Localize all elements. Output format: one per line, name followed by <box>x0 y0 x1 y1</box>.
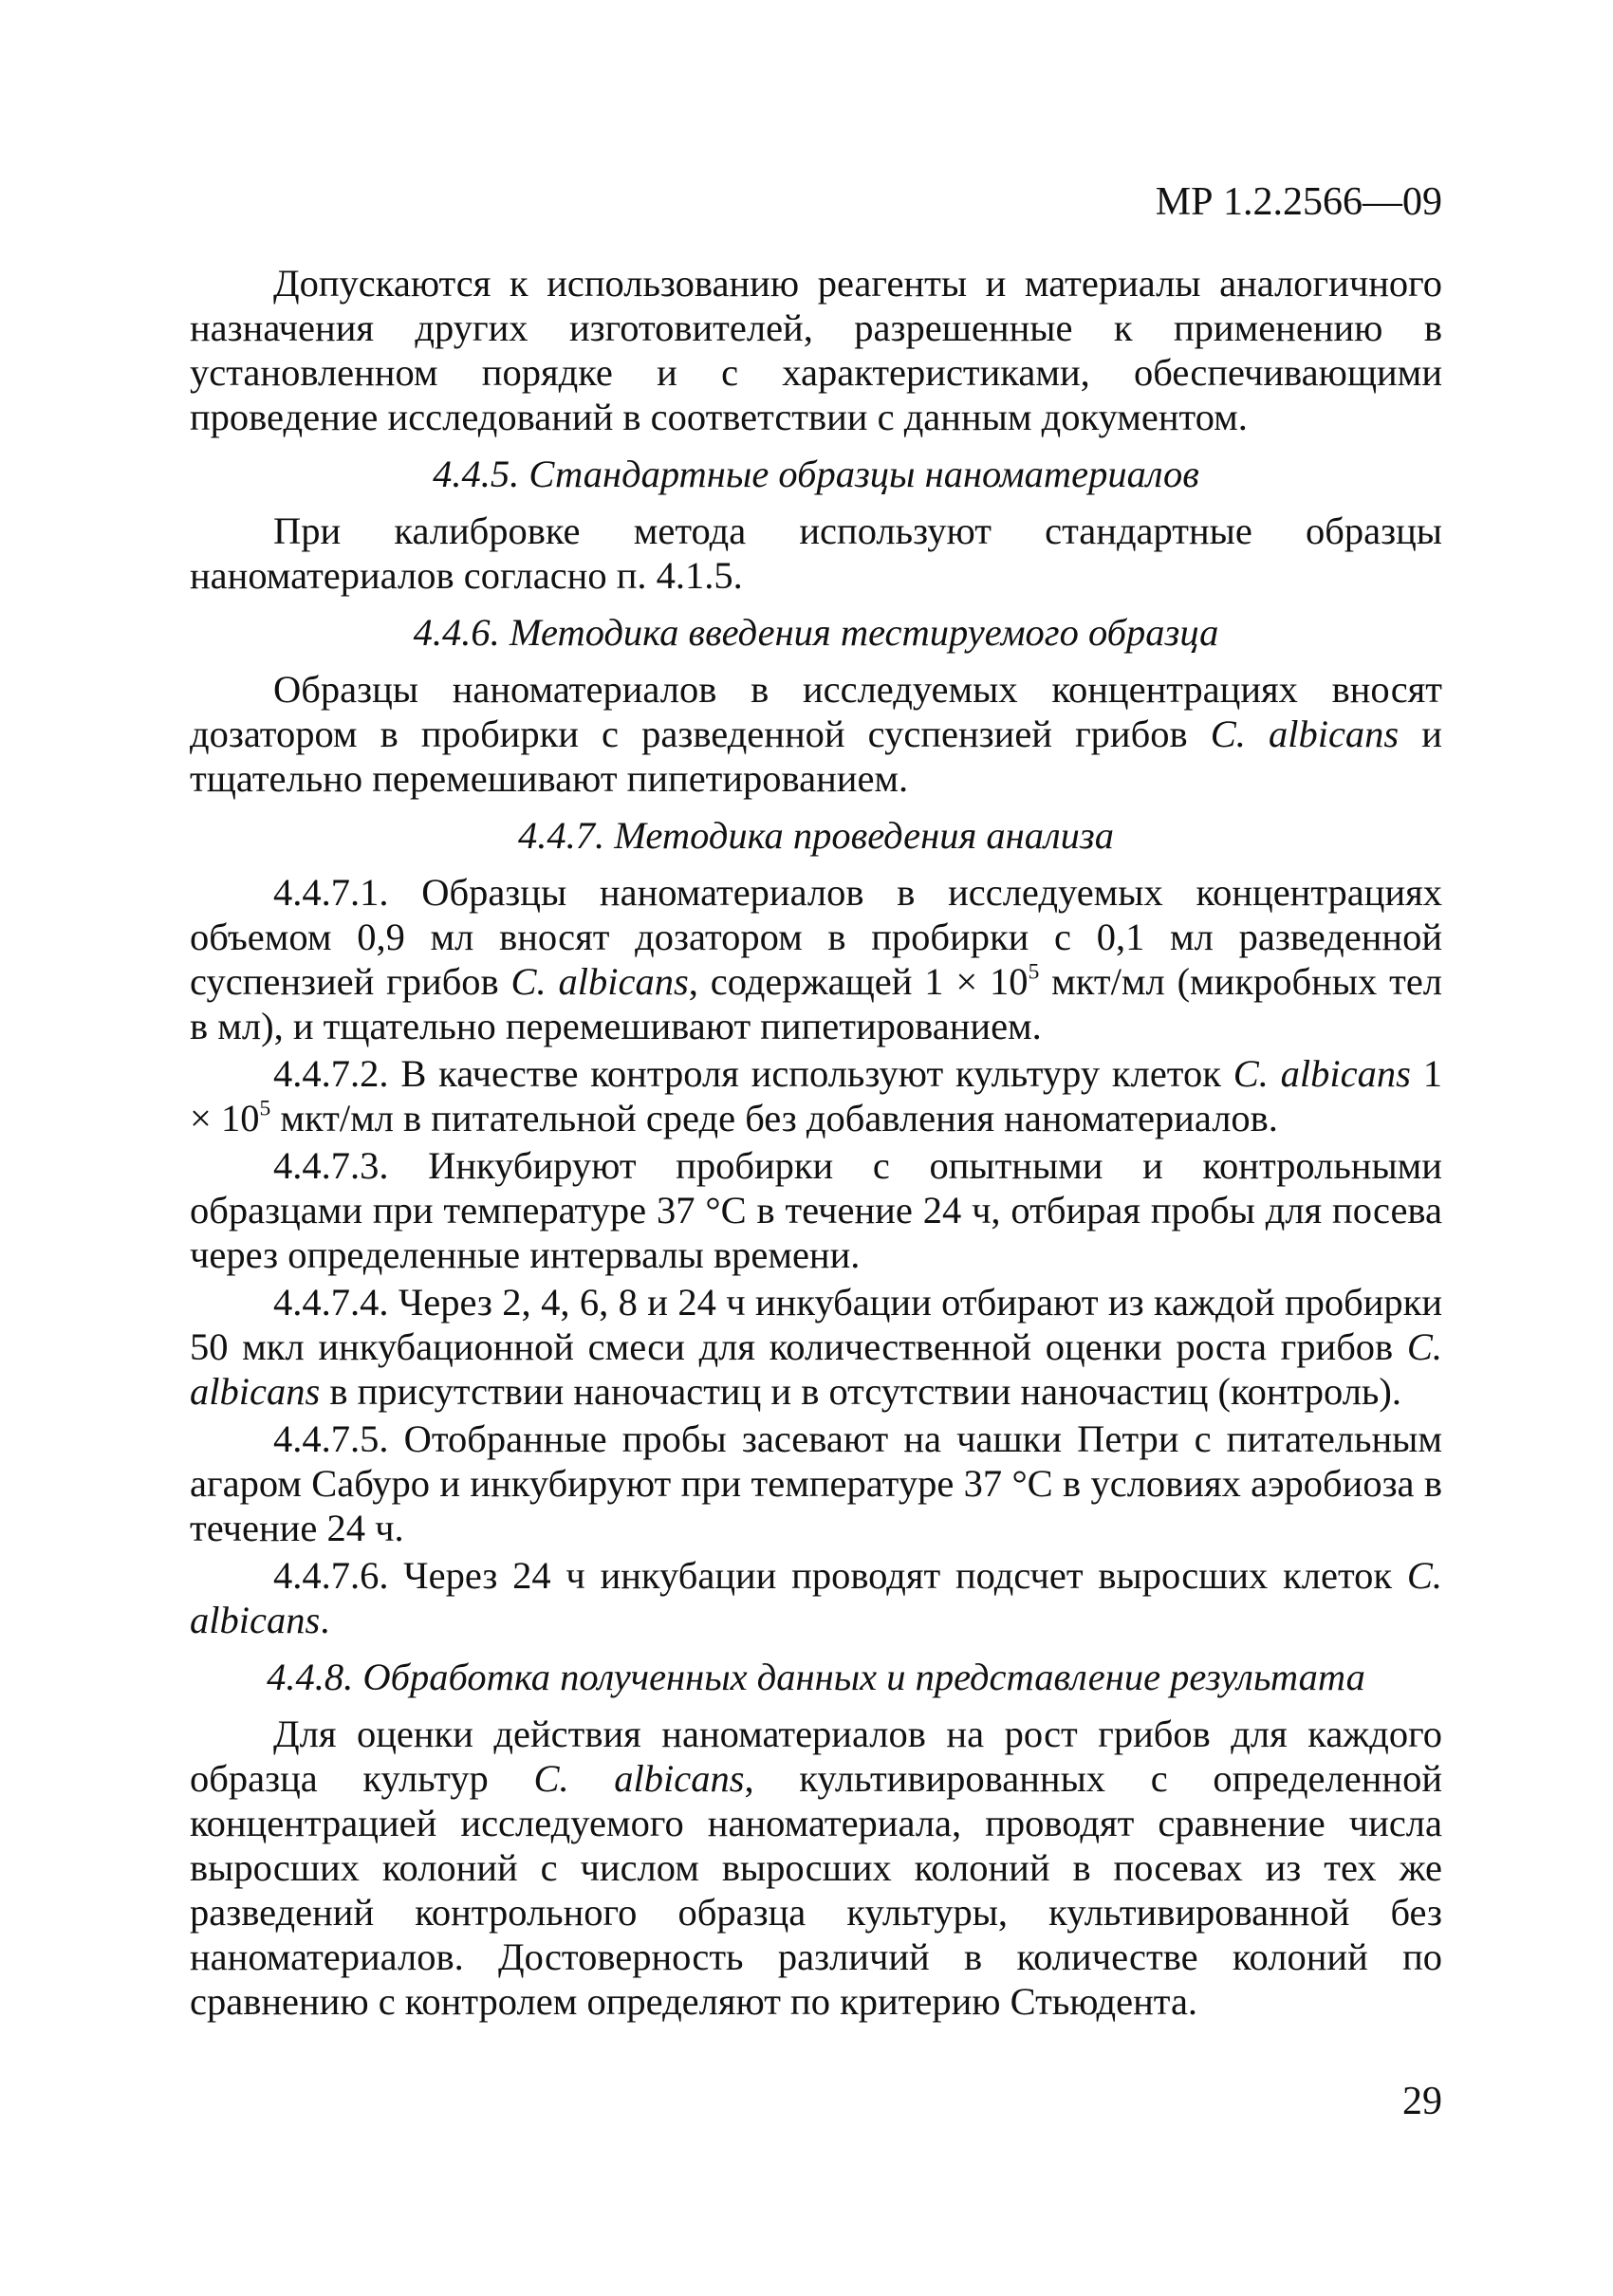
section-4-4-6-heading: 4.4.6. Методика введения тестируемого образца <box>413 611 1219 654</box>
exponent: 5 <box>259 1096 271 1121</box>
clause-4-4-7-4 <box>190 1280 1442 1414</box>
text-run: мкт/мл (микробных тел в мл), и тщательно перемешивают пипетированием. <box>190 960 1443 1047</box>
clause-4-4-7-3: 4.4.7.3. Инкубируют пробирки с опытными и контрольными образцами при температуре 37 °С в течение 24 ч, отбирая пробы для посева через определенные интервалы времени. <box>190 1144 1442 1276</box>
species-name: C. albicans <box>190 1554 1442 1641</box>
page-number: 29 <box>1402 2080 1442 2123</box>
section-4-4-7-heading: 4.4.7. Методика проведения анализа <box>518 814 1114 857</box>
species-name: C. albicans <box>1233 1052 1411 1095</box>
text-run: 4.4.7.6. Через 24 ч инкубации проводят подсчет выросших клеток <box>273 1554 1407 1597</box>
text-run: 4.4.7.2. В качестве контроля используют культуру клеток <box>273 1052 1233 1095</box>
clause-4-4-7-6 <box>190 1553 1442 1642</box>
intro-paragraph: Допускаются к использованию реагенты и материалы аналогичного назначения других изготовителей, разрешенные к применению в установленном порядке и с характеристиками, обеспечивающими проведение исследований в соответствии с данным документом. <box>190 262 1442 438</box>
text-run: Для оценки действия наноматериалов на рост грибов для каждого образца культур <box>190 1713 1442 1800</box>
section-4-4-8-heading: 4.4.8. Обработка полученных данных и представление результата <box>267 1656 1365 1698</box>
clause-4-4-7-1 <box>190 870 1442 1048</box>
text-run: , культивированных с определенной концентрацией исследуемого наноматериала, проводят сравнение числа выросших колоний с числом выросших колоний в посевах из тех же разведений контрольного образца культуры, культивированной без наноматериалов. Достоверность различий в количестве колоний по сравнению с контролем определяют по критерию Стьюдента. <box>190 1757 1442 2023</box>
document-page <box>190 0 1442 2296</box>
section-4-4-5-heading: 4.4.5. Стандартные образцы наноматериалов <box>433 453 1199 495</box>
text-run: 1 × 10 <box>190 1052 1442 1139</box>
section-4-4-8-paragraph <box>190 1712 1442 2024</box>
section-4-4-5-paragraph: При калибровке метода используют стандартные образцы наноматериалов согласно п. 4.1.5. <box>190 509 1442 597</box>
section-4-4-6-paragraph <box>190 667 1442 801</box>
species-name: C. albicans <box>1210 713 1400 755</box>
text-run: Образцы наноматериалов в исследуемых концентрациях вносят дозатором в пробирки с разведенной суспензией грибов <box>190 668 1442 755</box>
exponent: 5 <box>1028 959 1040 985</box>
clause-4-4-7-2 <box>190 1051 1442 1140</box>
text-run: и тщательно перемешивают пипетированием. <box>190 713 1442 800</box>
text-run: 4.4.7.1. Образцы наноматериалов в исследуемых концентрациях объемом 0,9 мл вносят дозатором в пробирки с 0,1 мл разведенной суспензией грибов <box>190 871 1442 1003</box>
document-code: МР 1.2.2566—09 <box>1155 180 1442 224</box>
text-run: . <box>320 1599 330 1641</box>
text-run: , содержащей 1 × 10 <box>688 960 1029 1003</box>
species-name: C. albicans <box>510 960 689 1003</box>
species-name: C. albicans <box>190 1325 1442 1413</box>
document-body <box>190 261 1442 2024</box>
clause-4-4-7-5: 4.4.7.5. Отобранные пробы засевают на чашки Петри с питательным агаром Сабуро и инкубируют при температуре 37 °С в условиях аэробиоза в течение 24 ч. <box>190 1417 1442 1549</box>
text-run: мкт/мл в питательной среде без добавления наноматериалов. <box>270 1097 1278 1139</box>
species-name: C. albicans <box>533 1757 745 1800</box>
text-run: в присутствии наночастиц и в отсутствии наночастиц (контроль). <box>320 1370 1402 1413</box>
text-run: 4.4.7.4. Через 2, 4, 6, 8 и 24 ч инкубации отбирают из каждой пробирки 50 мкл инкубационной смеси для количественной оценки роста грибов <box>190 1281 1442 1368</box>
